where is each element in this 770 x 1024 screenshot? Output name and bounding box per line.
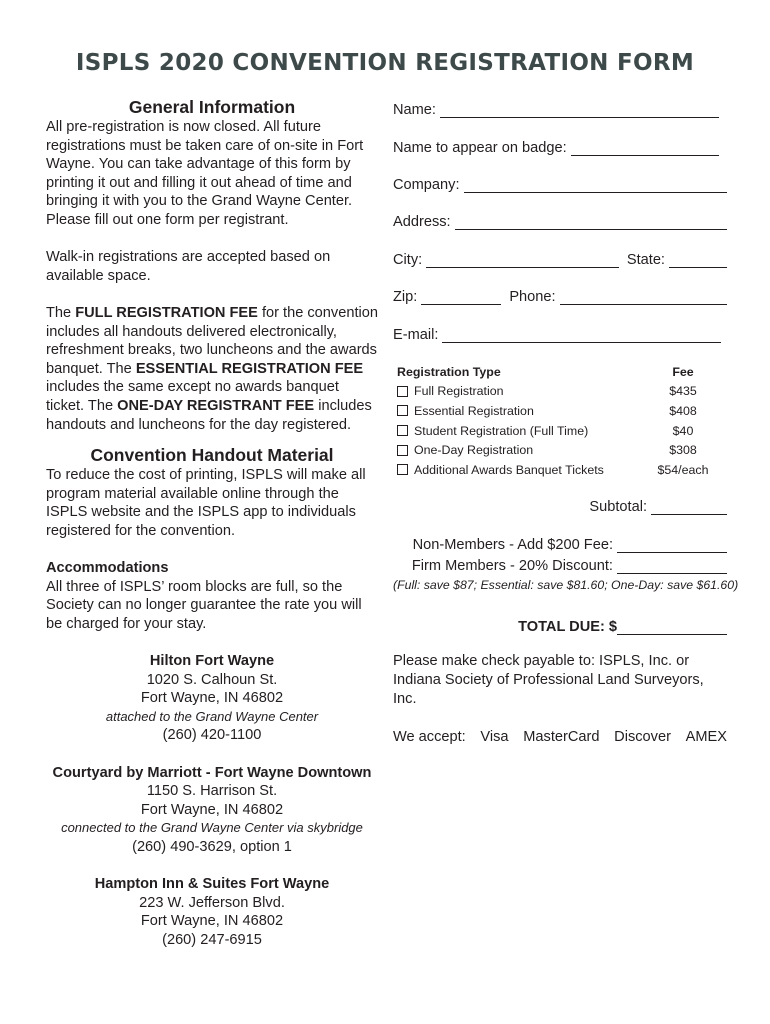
hotel-courtyard (46, 764, 378, 857)
table-row[interactable] (397, 401, 723, 421)
card-amex: AMEX (685, 729, 727, 745)
company-line[interactable] (464, 177, 727, 193)
hotel-note: attached to the Grand Wayne Center (105, 708, 319, 724)
checkbox[interactable] (397, 386, 408, 397)
general-paragraph-2: Walk-in registrations are accepted based on available space. (46, 249, 331, 284)
email-label: E-mail: (393, 327, 439, 343)
nonmember-field[interactable] (393, 533, 727, 553)
page-title: ISPLS 2020 CONVENTION REGISTRATION FORM (75, 50, 695, 76)
handout-heading: Convention Handout Material (90, 445, 334, 466)
hotel-street: 1150 S. Harrison St. (146, 783, 278, 800)
phone-line[interactable] (560, 289, 727, 305)
checkbox[interactable] (397, 425, 408, 436)
city-label: City: (393, 252, 423, 268)
name-field[interactable] (393, 98, 727, 118)
phone-label: Phone: (509, 289, 556, 305)
nonmember-line[interactable] (617, 537, 727, 553)
zip-line[interactable] (421, 289, 501, 305)
accommodations-heading: Accommodations (46, 560, 169, 577)
total-due-line[interactable] (617, 619, 727, 635)
card-visa: Visa (480, 729, 509, 745)
hotel-phone: (260) 420-1100 (162, 727, 262, 744)
subtotal-label: Subtotal: (589, 499, 647, 515)
hotel-street: 223 W. Jefferson Blvd. (139, 894, 285, 911)
general-information-heading: General Information (128, 97, 296, 117)
accepted-cards (393, 729, 727, 745)
city-state-field[interactable] (393, 248, 727, 268)
address-line[interactable] (455, 214, 727, 230)
info-column (46, 96, 378, 950)
hotel-name: Hilton Fort Wayne (149, 653, 275, 670)
fee-text: includes the same except no awards banquet ticket. The (46, 379, 339, 414)
subtotal-line[interactable] (651, 499, 727, 515)
handout-paragraph: To reduce the cost of printing, ISPLS will make all program material available online through the ISPLS website and the ISPLS app to individuals registered for the convention. (46, 467, 366, 539)
table-row[interactable] (397, 460, 723, 480)
firm-discount-field[interactable] (393, 554, 727, 574)
state-label: State: (626, 252, 665, 268)
discount-note: (Full: save $87; Essential: save $81.60; One-Day: save $61.60) (393, 578, 739, 592)
hotel-city: Fort Wayne, IN 46802 (140, 801, 284, 818)
checkbox[interactable] (397, 445, 408, 456)
nonmember-label: Non-Members - Add $200 Fee: (412, 537, 613, 553)
state-line[interactable] (669, 252, 727, 268)
name-line[interactable] (440, 102, 719, 118)
table-row[interactable] (397, 382, 723, 402)
firm-discount-label: Firm Members - 20% Discount: (411, 558, 613, 574)
badge-label: Name to appear on badge: (393, 140, 567, 156)
hotel-phone: (260) 490-3629, option 1 (132, 838, 292, 855)
hotel-street: 1020 S. Calhoun St. (146, 671, 278, 688)
company-label: Company: (393, 177, 460, 193)
registration-type: Additional Awards Banquet Tickets (414, 462, 604, 477)
subtotal-field[interactable] (393, 495, 727, 515)
fee-term: ESSENTIAL REGISTRATION FEE (135, 360, 364, 377)
name-label: Name: (393, 102, 436, 118)
hotel-hampton (46, 875, 378, 949)
total-due-label: TOTAL DUE: $ (518, 619, 617, 635)
email-field[interactable] (393, 323, 727, 343)
registration-fee: $435 (669, 384, 697, 399)
general-paragraph-1: All pre-registration is now closed. All future registrations must be taken care of on-site in Fort Wayne. You can take advantage of this form by printing it out and filling it out ahead of time and bringing it with you to the Grand Wayne Center. Please fill out one form per registrant. (46, 119, 364, 228)
registration-fee: $308 (669, 443, 697, 458)
hotel-name: Courtyard by Marriott - Fort Wayne Downtown (52, 764, 372, 781)
accommodations-paragraph: All three of ISPLS’ room blocks are full, so the Society can no longer guarantee the rate you will be charged for your stay. (46, 578, 362, 632)
badge-field[interactable] (393, 136, 727, 156)
city-line[interactable] (426, 252, 619, 268)
accept-label: We accept: (393, 729, 466, 745)
col-type-header: Registration Type (397, 364, 501, 379)
hotel-city: Fort Wayne, IN 46802 (140, 913, 284, 930)
hotel-note: connected to the Grand Wayne Center via skybridge (61, 820, 363, 836)
hotel-name: Hampton Inn & Suites Fort Wayne (94, 876, 330, 893)
hotel-city: Fort Wayne, IN 46802 (140, 690, 284, 707)
email-line[interactable] (442, 327, 721, 343)
firm-discount-line[interactable] (617, 558, 727, 574)
total-due-field[interactable] (393, 615, 727, 635)
registration-type: Full Registration (414, 384, 504, 399)
zip-phone-field[interactable] (393, 285, 727, 305)
checkbox[interactable] (397, 464, 408, 475)
fee-term: FULL REGISTRATION FEE (75, 304, 258, 321)
fee-term: ONE-DAY REGISTRANT FEE (117, 397, 315, 414)
registration-type: Student Registration (Full Time) (414, 423, 589, 438)
registration-fee: $408 (669, 403, 697, 418)
card-discover: Discover (614, 729, 671, 745)
general-paragraph-3 (46, 304, 378, 434)
card-mastercard: MasterCard (523, 729, 600, 745)
fee-text: includes handouts and luncheons for the day registered. (46, 397, 372, 433)
payable-text: Please make check payable to: ISPLS, Inc. or Indiana Society of Professional Land Surveyors, Inc. (393, 653, 704, 707)
address-field[interactable] (393, 210, 727, 230)
hotel-phone: (260) 247-6915 (162, 931, 262, 948)
fee-text: for the convention includes all handouts delivered electronically, refreshment breaks, two luncheons and the awards banquet. The (46, 304, 378, 377)
registration-table (397, 362, 723, 480)
registration-fee: $54/each (657, 462, 709, 477)
registration-type: Essential Registration (414, 403, 534, 418)
col-fee-header: Fee (672, 364, 694, 379)
badge-line[interactable] (571, 140, 719, 156)
address-label: Address: (393, 214, 451, 230)
hotel-hilton (46, 652, 378, 745)
zip-label: Zip: (393, 289, 418, 305)
checkbox[interactable] (397, 405, 408, 416)
registration-fee: $40 (672, 423, 694, 438)
company-field[interactable] (393, 173, 727, 193)
fee-text: The (46, 304, 76, 321)
table-row[interactable] (397, 421, 723, 441)
table-header (397, 362, 723, 382)
table-row[interactable] (397, 440, 723, 460)
registration-type: One-Day Registration (414, 443, 534, 458)
